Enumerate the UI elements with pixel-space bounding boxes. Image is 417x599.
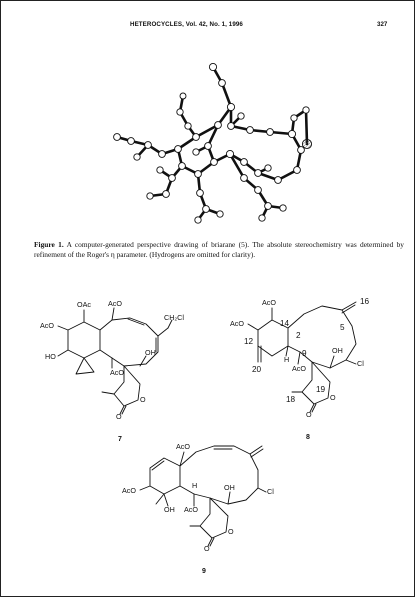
c8-n2: 2 bbox=[296, 331, 301, 340]
c7-aco-top-label: AcO bbox=[108, 299, 122, 308]
c8-n19: 19 bbox=[316, 385, 326, 394]
c9-aco-mid-label: AcO bbox=[184, 505, 198, 514]
c9-h-label: H bbox=[192, 481, 198, 490]
c9-oh-top-label: OH bbox=[224, 483, 235, 492]
c8-n16: 16 bbox=[360, 297, 370, 306]
c8-aco-mid-label: AcO bbox=[292, 364, 306, 373]
c7-o-ring-label: O bbox=[140, 395, 146, 404]
c8-oh-label: OH bbox=[332, 346, 343, 355]
c9-aco-left-label: AcO bbox=[122, 486, 136, 495]
c8-cl-label: Cl bbox=[357, 359, 364, 368]
c8-aco-top-label: AcO bbox=[262, 298, 276, 307]
c7-oac-label: OAc bbox=[77, 300, 91, 309]
page-number: 327 bbox=[377, 21, 388, 28]
c7-ho-label: HO bbox=[45, 352, 56, 361]
c7-o-carbonyl-label: O bbox=[116, 412, 122, 421]
c7-aco-bottom-label: AcO bbox=[110, 368, 124, 377]
c7-oh-label: OH bbox=[145, 348, 156, 357]
compound-9-bonds bbox=[140, 446, 266, 546]
compound-8-number: 8 bbox=[306, 434, 310, 441]
c8-o-ring-label: O bbox=[330, 393, 336, 402]
c9-o-ring-label: O bbox=[228, 527, 234, 536]
c8-aco-left-label: AcO bbox=[230, 319, 244, 328]
c8-n5: 5 bbox=[340, 323, 345, 332]
compound-7-number: 7 bbox=[118, 436, 122, 443]
c8-n18: 18 bbox=[286, 395, 296, 404]
c8-h-label: H bbox=[284, 355, 290, 364]
c9-oh-bottom-label: OH bbox=[164, 505, 175, 514]
c8-o-carbonyl-label: O bbox=[306, 410, 312, 419]
c8-n20: 20 bbox=[252, 365, 262, 374]
c7-ch2cl-label: CH₂Cl bbox=[164, 313, 184, 322]
c9-aco-top-label: AcO bbox=[176, 442, 190, 451]
c8-n12: 12 bbox=[244, 337, 254, 346]
c8-n14: 14 bbox=[280, 319, 290, 328]
c7-aco-left-label: AcO bbox=[40, 321, 54, 330]
compound-9-number: 9 bbox=[202, 568, 206, 575]
c9-o-carbonyl-label: O bbox=[204, 544, 210, 553]
running-header: HETEROCYCLES, Vol. 42, No. 1, 1996 bbox=[130, 21, 243, 28]
c8-n9: 9 bbox=[302, 349, 307, 358]
caption-text: A computer-generated perspective drawing of briarane (5). The absolute stereochemistry was determined by refinement of the Roger's η parameter. (Hydrogens are omitted for clarity). bbox=[34, 240, 404, 260]
c9-cl-label: Cl bbox=[267, 487, 274, 496]
caption-label: Figure 1. bbox=[34, 240, 64, 249]
compound-7-bonds bbox=[58, 308, 172, 414]
